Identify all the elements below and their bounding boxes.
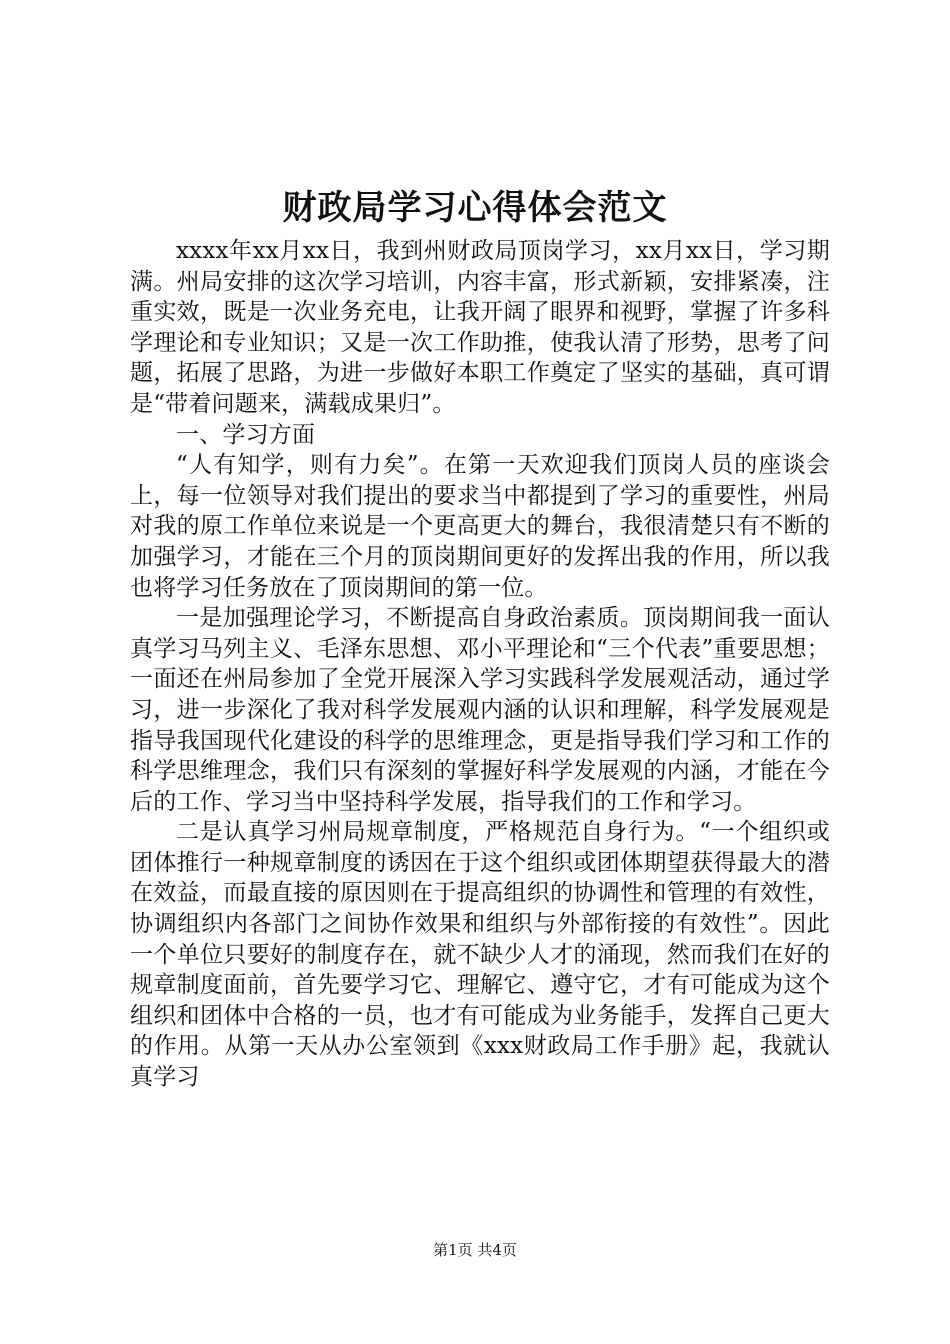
paragraph-study-importance: “人有知学，则有力矣”。在第一天欢迎我们顶岗人员的座谈会上，每一位领导对我们提出的要求当中都提到了学习的重要性，州局对我的原工作单位来说是一个更高更大的舞台，我很清楚只有不断的加强学习，才能在三个月的顶岗期间更好的发挥出我的作用，所以我也将学习任务放在了顶岗期间的第一位。: [130, 452, 830, 601]
paragraph-intro: xxxx年xx月xx日，我到州财政局顶岗学习，xx月xx日，学习期满。州局安排的这次学习培训，内容丰富，形式新颖，安排紧凑，注重实效，既是一次业务充电，让我开阔了眼界和视野，掌握了许多科学理论和专业知识；又是一次工作助推，使我认清了形势，思考了问题，拓展了思路，为进一步做好本职工作奠定了坚实的基础，真可谓是“带着问题来，满载成果归”。: [130, 238, 830, 417]
paragraph-theory-study: 一是加强理论学习，不断提高自身政治素质。顶岗期间我一面认真学习马列主义、毛泽东思想、邓小平理论和“三个代表”重要思想；一面还在州局参加了全党开展深入学习实践科学发展观活动，通过学习，进一步深化了我对科学发展观内涵的认识和理解，科学发展观是指导我国现代化建设的科学的思维理念，更是指导我们学习和工作的科学思维理念，我们只有深刻的掌握好科学发展观的内涵，才能在今后的工作、学习当中坚持科学发展，指导我们的工作和学习。: [130, 605, 830, 815]
page-number-footer: 第1页 共4页: [433, 1241, 517, 1259]
paragraph-rules-study: 二是认真学习州局规章制度，严格规范自身行为。“一个组织或团体推行一种规章制度的诱因在于这个组织或团体期望获得最大的潜在效益，而最直接的原因则在于提高组织的协调性和管理的有效性，协调组织内各部门之间协作效果和组织与外部衔接的有效性”。因此一个单位只要好的制度存在，就不缺少人才的涌现，然而我们在好的规章制度面前，首先要学习它、理解它、遵守它，才有可能成为这个组织和团体中合格的一员，也才有可能成为业务能手，发挥自己更大的作用。从第一天从办公室领到《xxx财政局工作手册》起，我就认真学习: [130, 819, 830, 1091]
section-heading-study: 一、学习方面: [176, 421, 316, 448]
document-title: 财政局学习心得体会范文: [282, 188, 668, 228]
document-body: [130, 236, 830, 1093]
